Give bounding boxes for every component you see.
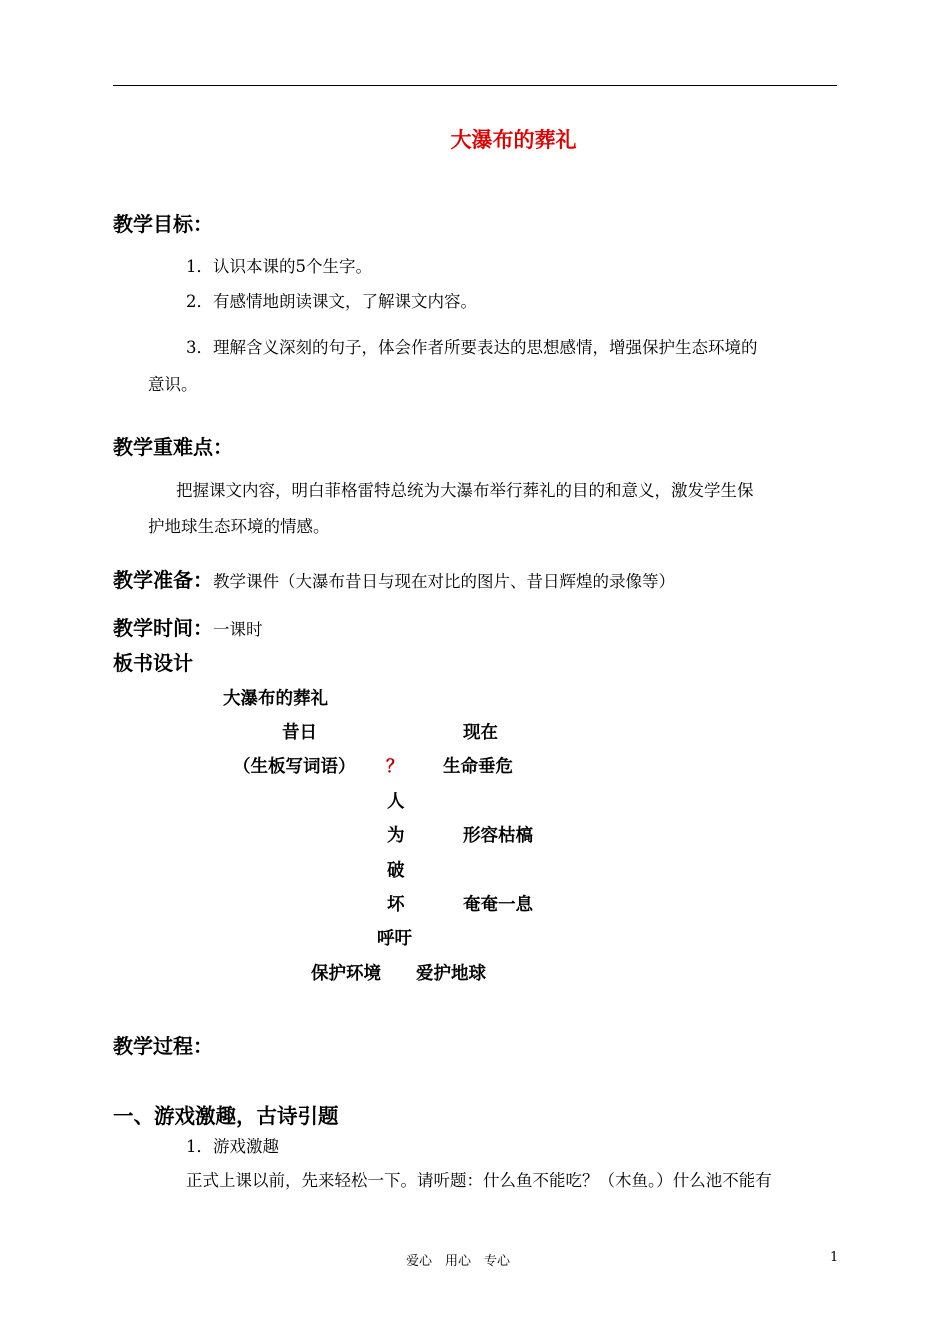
section-1-subheading: 1．游戏激趣: [186, 1137, 279, 1156]
board-past-words: （生板写词语）: [233, 757, 356, 777]
preparation-text: 教学课件（大瀑布昔日与现在对比的图片、昔日辉煌的录像等）: [213, 572, 675, 591]
board-now: 现在: [463, 723, 498, 743]
board-vertical-char: 破: [387, 861, 405, 881]
time-line: [113, 612, 263, 641]
board-now-3: 奄奄一息: [463, 895, 533, 915]
board-vertical-char: 坏: [387, 895, 405, 915]
board-vertical-char: 人: [387, 792, 405, 812]
section-1-heading: 一、游戏激趣，古诗引题: [113, 1104, 339, 1128]
objective-item: 1．认识本课的5个生字。: [186, 257, 372, 276]
section-1-text: 正式上课以前，先来轻松一下。请听题：什么鱼不能吃？（木鱼。）什么池不能有: [186, 1171, 772, 1190]
board-now-1: 生命垂危: [443, 757, 513, 777]
board-slogan-2: 爱护地球: [416, 964, 486, 984]
board-vertical-char: 为: [387, 826, 405, 846]
board-question-mark: ？: [386, 757, 404, 777]
key-points-text-continued: 护地球生态环境的情感。: [148, 517, 330, 536]
process-heading: 教学过程：: [113, 1034, 213, 1058]
board-slogan-1: 保护环境: [311, 964, 381, 984]
document-title: 大瀑布的葬礼: [450, 128, 577, 152]
board-appeal: 呼吁: [377, 929, 412, 949]
objective-item-continued: 意识。: [148, 375, 198, 394]
footer-motto: 爱心 用心 专心: [406, 1254, 511, 1269]
header-rule: [113, 85, 837, 86]
objective-item: 3．理解含义深刻的句子，体会作者所要表达的思想感情，增强保护生态环境的: [186, 338, 758, 357]
preparation-heading: 教学准备：: [113, 568, 213, 592]
board-past: 昔日: [282, 723, 317, 743]
board-title: 大瀑布的葬礼: [223, 689, 328, 709]
objective-item: 2．有感情地朗读课文，了解课文内容。: [186, 292, 477, 311]
preparation-line: [113, 564, 675, 593]
key-points-text: 把握课文内容，明白菲格雷特总统为大瀑布举行葬礼的目的和意义，激发学生保: [176, 481, 754, 500]
board-heading: 板书设计: [113, 651, 193, 675]
time-heading: 教学时间：: [113, 616, 213, 640]
objectives-heading: 教学目标：: [113, 212, 213, 236]
board-now-2: 形容枯槁: [463, 826, 533, 846]
page-number: 1: [830, 1250, 839, 1265]
time-text: 一课时: [213, 620, 263, 639]
key-points-heading: 教学重难点：: [113, 435, 233, 459]
